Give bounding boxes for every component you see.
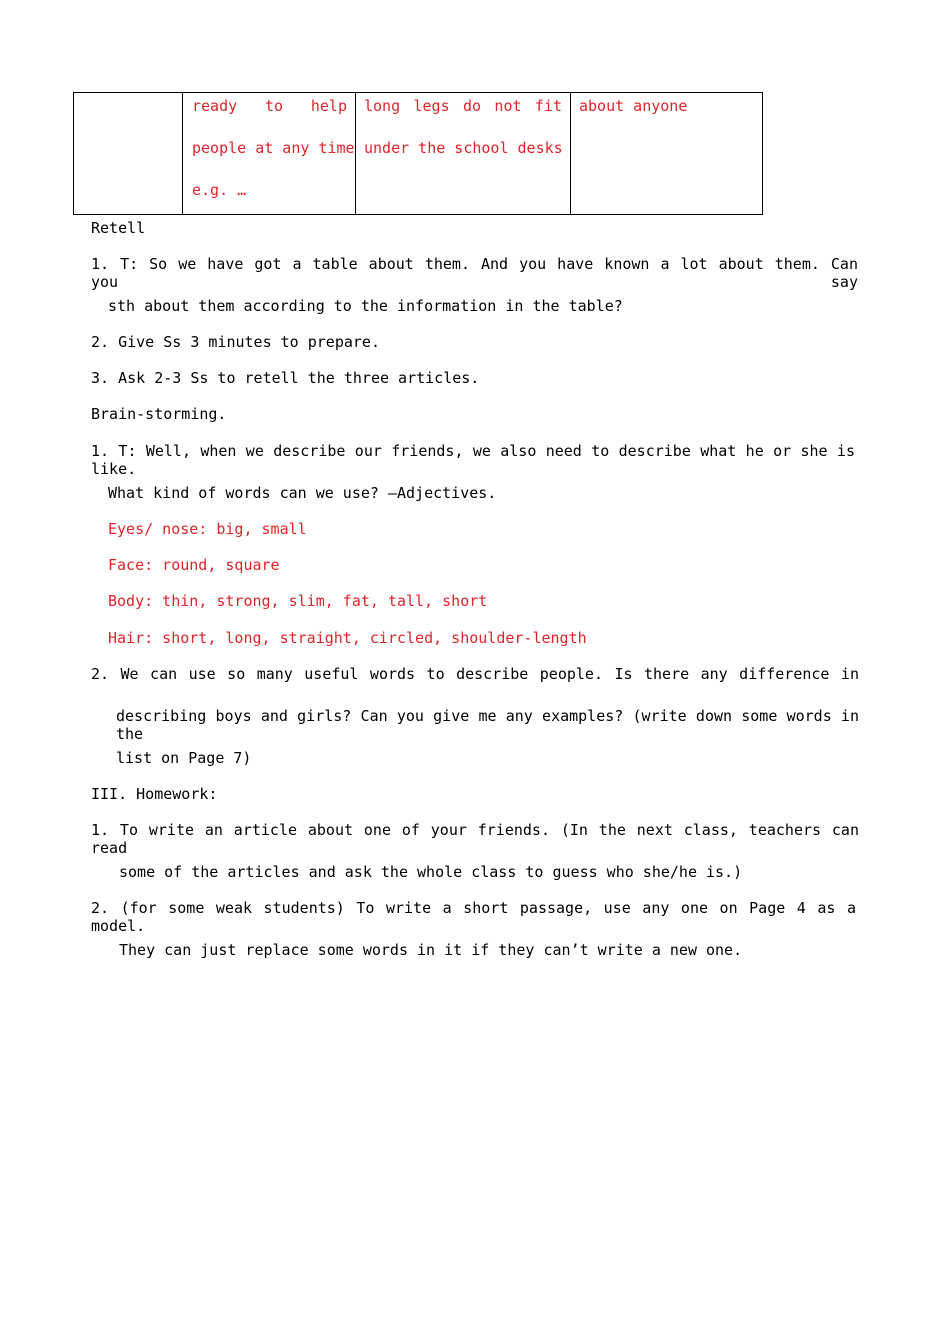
section-heading-brainstorming: Brain-storming. — [91, 405, 227, 423]
table-cell — [356, 93, 571, 215]
brainstorm-item-2-line2: describing boys and girls? Can you give me any examples? (write down some words in the — [116, 707, 859, 743]
section-heading-homework: III. Homework: — [91, 785, 218, 803]
section-heading-retell: Retell — [91, 219, 146, 237]
table-cell — [183, 93, 356, 215]
homework-item-2-line2: They can just replace some words in it if they can’t write a new one. — [119, 941, 743, 959]
brainstorm-item-2-line1: 2. We can use so many useful words to describe people. Is there any difference in — [91, 665, 859, 683]
adjective-line: Hair: short, long, straight, circled, shoulder-length — [108, 629, 587, 647]
homework-item-1-line2: some of the articles and ask the whole class to guess who she/he is.) — [119, 863, 743, 881]
adjective-line: Face: round, square — [108, 556, 280, 574]
cell-text: ready to help — [192, 97, 347, 115]
brainstorm-item-2-line3: list on Page 7) — [116, 749, 252, 767]
cell-text: about anyone — [579, 97, 688, 115]
cell-text: e.g. … — [192, 181, 247, 199]
homework-item-1-line1: 1. To write an article about one of your friends. (In the next class, teachers can read — [91, 821, 859, 857]
retell-item-2: 2. Give Ss 3 minutes to prepare. — [91, 333, 380, 351]
table-row — [74, 93, 763, 215]
cell-text: people at any time — [192, 139, 355, 157]
cell-text: long legs do not fit — [364, 97, 562, 115]
table-cell — [571, 93, 763, 215]
table-cell-empty — [74, 93, 183, 215]
brainstorm-item-1-line1: 1. T: Well, when we describe our friends, we also need to describe what he or she is like. — [91, 442, 855, 478]
cell-text: under the school desks — [364, 139, 563, 157]
homework-item-2-line1: 2. (for some weak students) To write a short passage, use any one on Page 4 as a model. — [91, 899, 856, 935]
retell-item-1-line1: 1. T: So we have got a table about them. And you have known a lot about them. Can you say — [91, 255, 858, 291]
retell-item-1-line2: sth about them according to the information in the table? — [108, 297, 623, 315]
info-table — [73, 92, 763, 215]
adjective-line: Body: thin, strong, slim, fat, tall, short — [108, 592, 488, 610]
retell-item-3: 3. Ask 2-3 Ss to retell the three articles. — [91, 369, 480, 387]
adjective-line: Eyes/ nose: big, small — [108, 520, 307, 538]
brainstorm-item-1-line2: What kind of words can we use? —Adjectives. — [108, 484, 497, 502]
